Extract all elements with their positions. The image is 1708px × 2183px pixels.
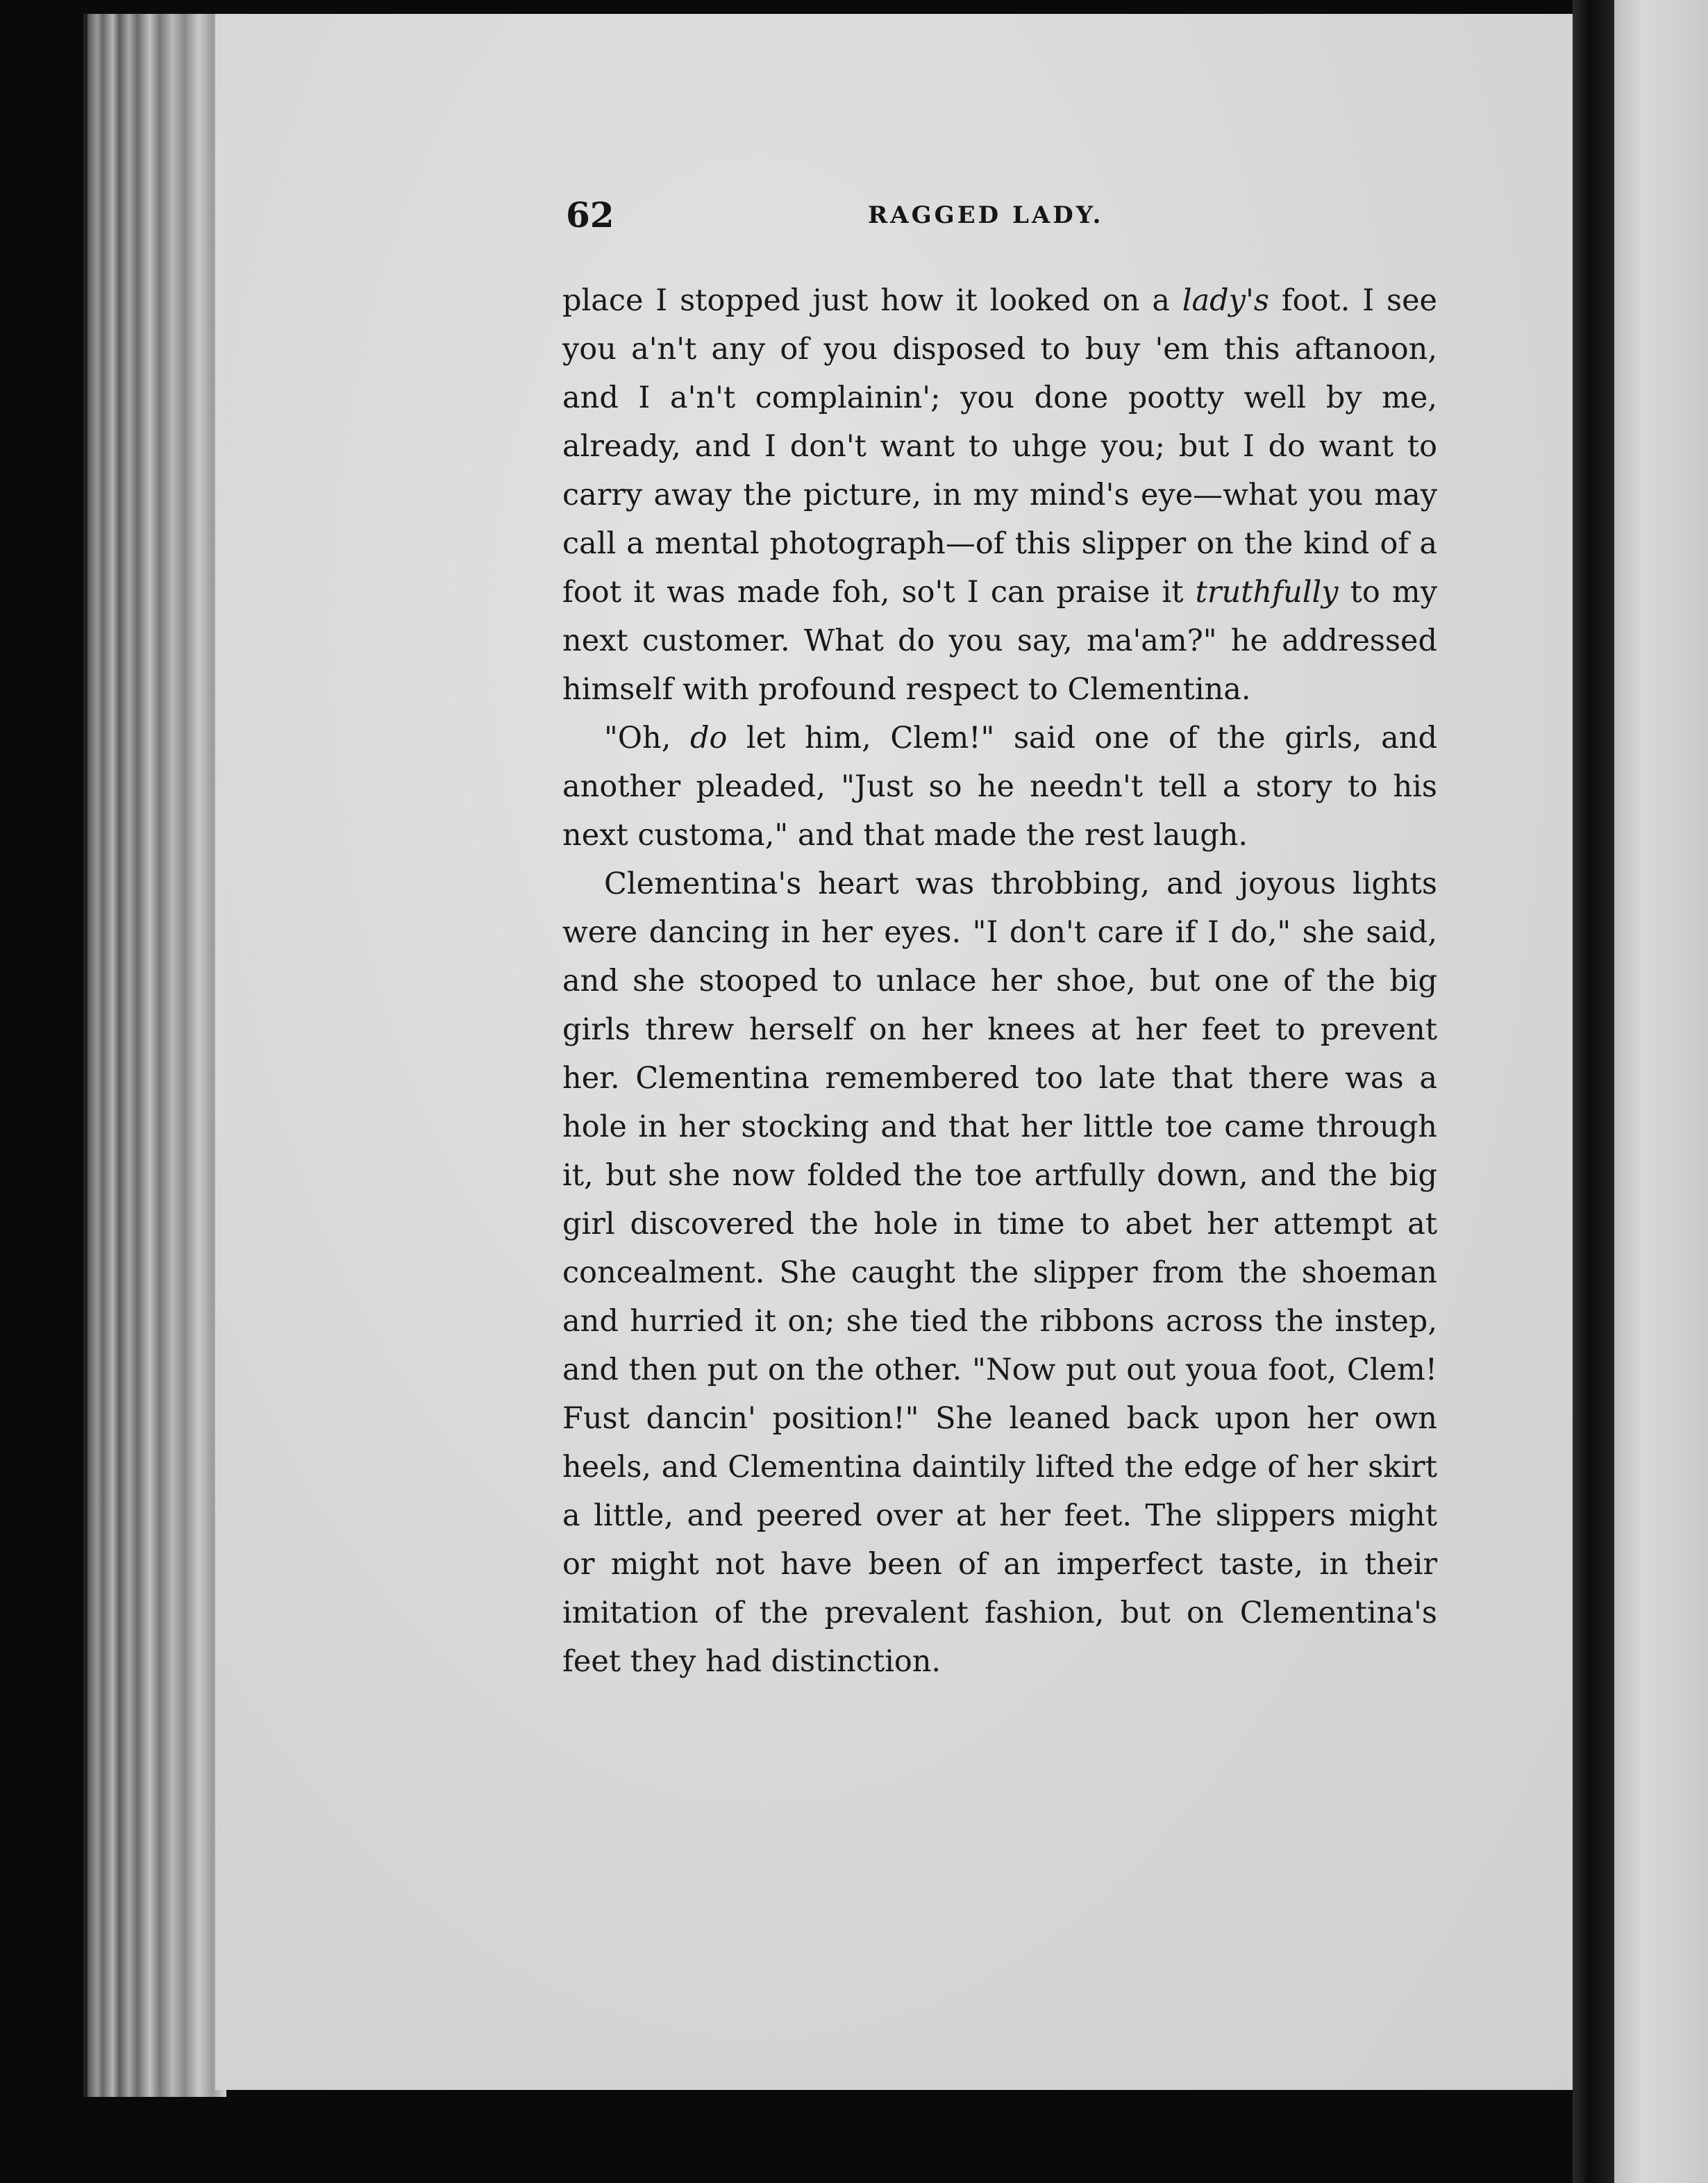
paragraph-1-italic-ladys: lady's bbox=[1182, 283, 1269, 318]
paragraph-3: Clementina's heart was throbbing, and joyous lights were dancing in her eyes. "I don't care if I do," she said, and she stooped to unlace her shoe, but one of the big girls threw herself on her knees at her feet to prevent her. Clementina remembered too late that there was a hole in her stocking and that her little toe came through it, but she now folded the toe artfully down, and the big girl discovered the hole in time to abet her attempt at concealment. She caught the slipper from the shoeman and hurried it on; she tied the ribbons across the instep, and then put on the other. "Now put out youa foot, Clem! Fust dancin' position!" She leaned back upon her own heels, and Clementina daintily lifted the edge of her skirt a little, and peered over at her feet. The slippers might or might not have been of an imperfect taste, in their imitation of the prevalent fashion, but on Clementina's feet they had distinction. bbox=[562, 867, 1437, 1679]
paragraph-2 bbox=[562, 714, 1437, 860]
paragraph-2-part-a: "Oh, bbox=[604, 721, 690, 755]
facing-page-edge bbox=[1614, 0, 1708, 2183]
page-number: 62 bbox=[566, 194, 614, 235]
page-header bbox=[566, 194, 1430, 250]
book-gutter bbox=[1573, 0, 1614, 2183]
paragraph-1-part-a: place I stopped just how it looked on a bbox=[562, 283, 1182, 318]
body-text bbox=[562, 276, 1437, 1686]
paragraph-1-italic-truthfully: truthfully bbox=[1195, 575, 1339, 610]
running-head: RAGGED LADY. bbox=[868, 201, 1104, 229]
paragraph-1 bbox=[562, 276, 1437, 714]
paragraph-1-part-b: foot. I see you a'n't any of you disposed to buy 'em this aftanoon, and I a'n't complainin'; you done pootty well by me, already, and I don't want to uhge you; but I do want to carry away the picture, in my mind's eye—what you may call a mental photograph—of this slipper on the kind of a foot it was made foh, so't I can praise it bbox=[562, 283, 1438, 610]
page-edges bbox=[83, 14, 226, 2097]
paragraph-2-italic-do: do bbox=[689, 721, 728, 755]
paragraph-2-part-b: let him, Clem!" said one of the girls, and another pleaded, "Just so he needn't tell a story to his next customa," and that made the rest laugh. bbox=[562, 721, 1438, 853]
paragraph-1-part-c: to my next customer. What do you say, ma'am?" he addressed himself with profound respect to Clementina. bbox=[562, 575, 1437, 707]
